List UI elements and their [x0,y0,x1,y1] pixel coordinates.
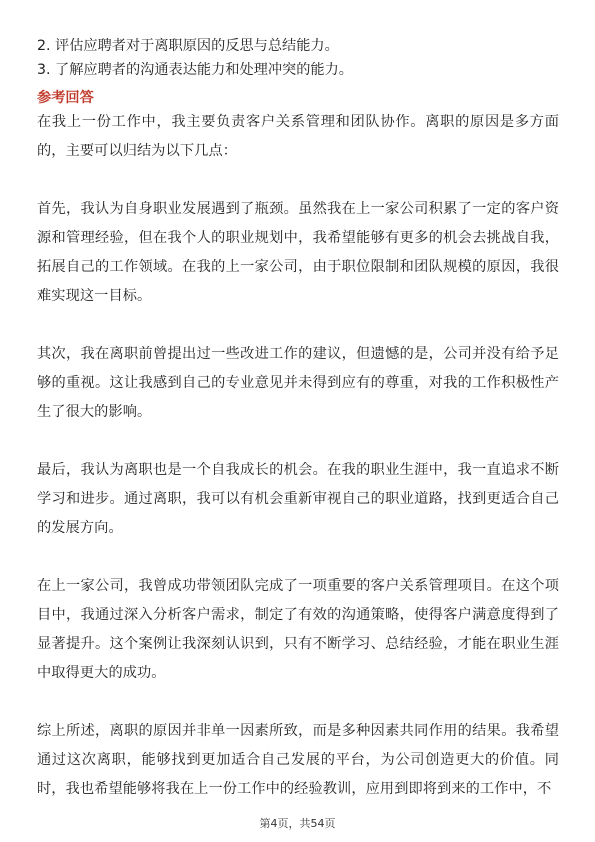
page-number-footer: 第4页，共54页 [259,817,336,830]
section-title-reference-answer: 参考回答 [37,90,94,106]
paragraph-project-case: 在上一家公司，我曾成功带领团队完成了一项重要的客户关系管理项目。在这个项目中，我通过深入分析客户需求，制定了有效的沟通策略，使得客户满意度得到了显著提升。这个案例让我深刻认识到，只有不断学习、总结经验，才能在职业生涯中取得更大的成功。 [37,578,559,681]
paragraph-first-reason: 首先，我认为自身职业发展遇到了瓶颈。虽然我在上一家公司积累了一定的客户资源和管理经验，但在我个人的职业规划中，我希望能够有更多的机会去挑战自我，拓展自己的工作领域。在我的上一家公司，由于职位限制和团队规模的原因，我很难实现这一目标。 [37,201,559,304]
paragraph-conclusion: 综上所述，离职的原因并非单一因素所致，而是多种因素共同作用的结果。我希望通过这次离职，能够找到更加适合自己发展的平台，为公司创造更大的价值。同时，我也希望能够将我在上一份工作中的经验教训，应用到即将到来的工作中，不 [37,723,559,797]
paragraph-third-reason: 最后，我认为离职也是一个自我成长的机会。在我的职业生涯中，我一直追求不断学习和进步。通过离职，我可以有机会重新审视自己的职业道路，找到更适合自己的发展方向。 [37,462,559,536]
list-item-3: 3. 了解应聘者的沟通表达能力和处理冲突的能力。 [37,62,353,78]
paragraph-second-reason: 其次，我在离职前曾提出过一些改进工作的建议，但遗憾的是，公司并没有给予足够的重视。这让我感到自己的专业意见并未得到应有的尊重，对我的工作积极性产生了很大的影响。 [37,346,559,420]
paragraph-intro: 在我上一份工作中，我主要负责客户关系管理和团队协作。离职的原因是多方面的，主要可以归结为以下几点： [37,114,559,159]
page-content [37,34,559,833]
list-item-2: 2. 评估应聘者对于离职原因的反思与总结能力。 [37,38,339,54]
